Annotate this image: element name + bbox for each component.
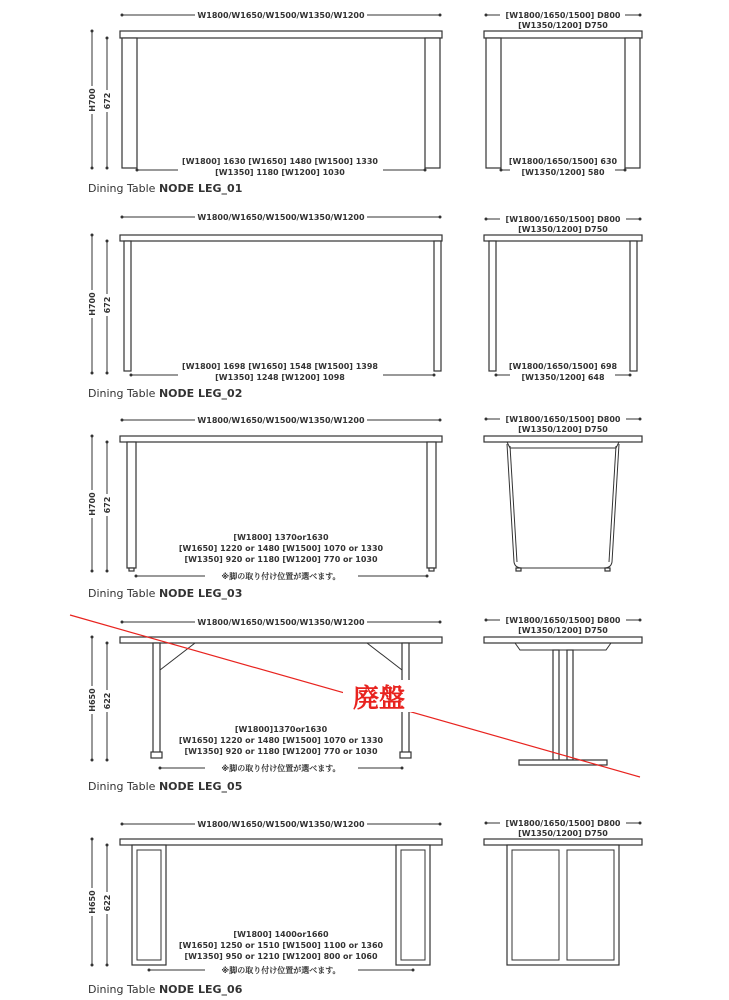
leg-left [127, 442, 136, 568]
height-inner-label: 672 [103, 496, 112, 514]
table-top-front [120, 839, 442, 845]
leg-span-label: [W1650] 1220 or 1480 [W1500] 1070 or 1330 [178, 544, 384, 553]
side-depth-label: [W1800/1650/1500] D800 [505, 215, 621, 224]
side-leg-right [630, 241, 637, 371]
table-top-side [484, 637, 642, 643]
front-width-label: W1800/W1650/W1500/W1350/W1200 [197, 416, 365, 425]
side-depth-label: [W1350/1200] D750 [518, 626, 608, 635]
side-leg-right [625, 38, 640, 168]
leg-span-label: [W1350] 1248 [W1200] 1098 [215, 373, 345, 382]
leg-span-label: [W1650] 1220 or 1480 [W1500] 1070 or 1330 [178, 736, 384, 745]
leg-left [122, 38, 137, 168]
leg-span-label: [W1350] 1180 [W1200] 1030 [215, 168, 345, 177]
leg-span-label: [W1800]1370or1630 [234, 725, 328, 734]
table-top-front [120, 235, 442, 241]
section-caption: Dining Table NODE LEG_02 [88, 387, 243, 400]
section-node-leg-06 [85, 817, 642, 996]
side-span-label: [W1800/1650/1500] 698 [508, 362, 618, 371]
front-width-label: W1800/W1650/W1500/W1350/W1200 [197, 11, 365, 20]
side-depth-label: [W1350/1200] D750 [518, 21, 608, 30]
side-support-plate [515, 643, 611, 650]
discontinued-stamp: 廃盤 [352, 684, 406, 714]
leg-span-label: [W1800] 1370or1630 [233, 533, 329, 542]
section-node-leg-02 [85, 210, 642, 400]
height-inner-label: 622 [103, 894, 112, 912]
height-outer-label: H700 [88, 292, 97, 316]
leg-left [153, 643, 160, 755]
table-top-side [484, 235, 642, 241]
section-caption: Dining Table NODE LEG_06 [88, 983, 243, 996]
side-span-label: [W1350/1200] 648 [521, 373, 605, 382]
leg-span-label: [W1800] 1698 [W1650] 1548 [W1500] 1398 [182, 362, 378, 371]
height-inner-label: 672 [103, 296, 112, 314]
front-width-label: W1800/W1650/W1500/W1350/W1200 [197, 820, 365, 829]
leg-span-label: [W1350] 920 or 1180 [W1200] 770 or 1030 [184, 747, 378, 756]
leg-span-label: [W1800] 1400or1660 [233, 930, 329, 939]
side-leg-left [486, 38, 501, 168]
height-outer-label: H650 [88, 890, 97, 914]
side-post [567, 650, 573, 760]
leg-span-label: [W1350] 920 or 1180 [W1200] 770 or 1030 [184, 555, 378, 564]
height-inner-label: 672 [103, 92, 112, 110]
table-top-front [120, 436, 442, 442]
front-width-label: W1800/W1650/W1500/W1350/W1200 [197, 618, 365, 627]
table-top-front [120, 31, 442, 38]
height-outer-label: H700 [88, 88, 97, 112]
front-width-label: W1800/W1650/W1500/W1350/W1200 [197, 213, 365, 222]
side-depth-label: [W1350/1200] D750 [518, 225, 608, 234]
section-node-leg-05 [70, 615, 642, 793]
section-caption: Dining Table NODE LEG_01 [88, 182, 243, 195]
section-caption: Dining Table NODE LEG_05 [88, 780, 243, 793]
height-outer-label: H650 [88, 688, 97, 712]
table-top-side [484, 436, 642, 442]
leg-note: ※脚の取り付け位置が選べます。 [221, 764, 341, 773]
table-top-side [484, 31, 642, 38]
table-top-front [120, 637, 442, 643]
section-node-leg-03 [85, 413, 642, 600]
side-span-label: [W1800/1650/1500] 630 [508, 157, 618, 166]
leg-span-label: [W1350] 950 or 1210 [W1200] 800 or 1060 [184, 952, 378, 961]
side-leg-frame [507, 845, 619, 965]
leg-note: ※脚の取り付け位置が選べます。 [221, 572, 341, 581]
height-outer-label: H700 [88, 492, 97, 516]
section-node-leg-01 [85, 8, 642, 195]
side-post [553, 650, 559, 760]
side-frame-apron [507, 442, 619, 448]
side-depth-label: [W1800/1650/1500] D800 [505, 616, 621, 625]
section-caption: Dining Table NODE LEG_03 [88, 587, 243, 600]
leg-right [434, 241, 441, 371]
side-depth-label: [W1800/1650/1500] D800 [505, 819, 621, 828]
side-frame-leg [507, 444, 619, 568]
leg-span-label: [W1650] 1250 or 1510 [W1500] 1100 or 1360 [178, 941, 384, 950]
leg-right [425, 38, 440, 168]
table-top-side [484, 839, 642, 845]
leg-span-label: [W1800] 1630 [W1650] 1480 [W1500] 1330 [182, 157, 378, 166]
height-inner-label: 622 [103, 692, 112, 710]
side-depth-label: [W1350/1200] D750 [518, 425, 608, 434]
side-depth-label: [W1350/1200] D750 [518, 829, 608, 838]
side-depth-label: [W1800/1650/1500] D800 [505, 11, 621, 20]
leg-left [124, 241, 131, 371]
side-depth-label: [W1800/1650/1500] D800 [505, 415, 621, 424]
leg-right [427, 442, 436, 568]
side-leg-left [489, 241, 496, 371]
leg-note: ※脚の取り付け位置が選べます。 [221, 966, 341, 975]
side-span-label: [W1350/1200] 580 [521, 168, 605, 177]
